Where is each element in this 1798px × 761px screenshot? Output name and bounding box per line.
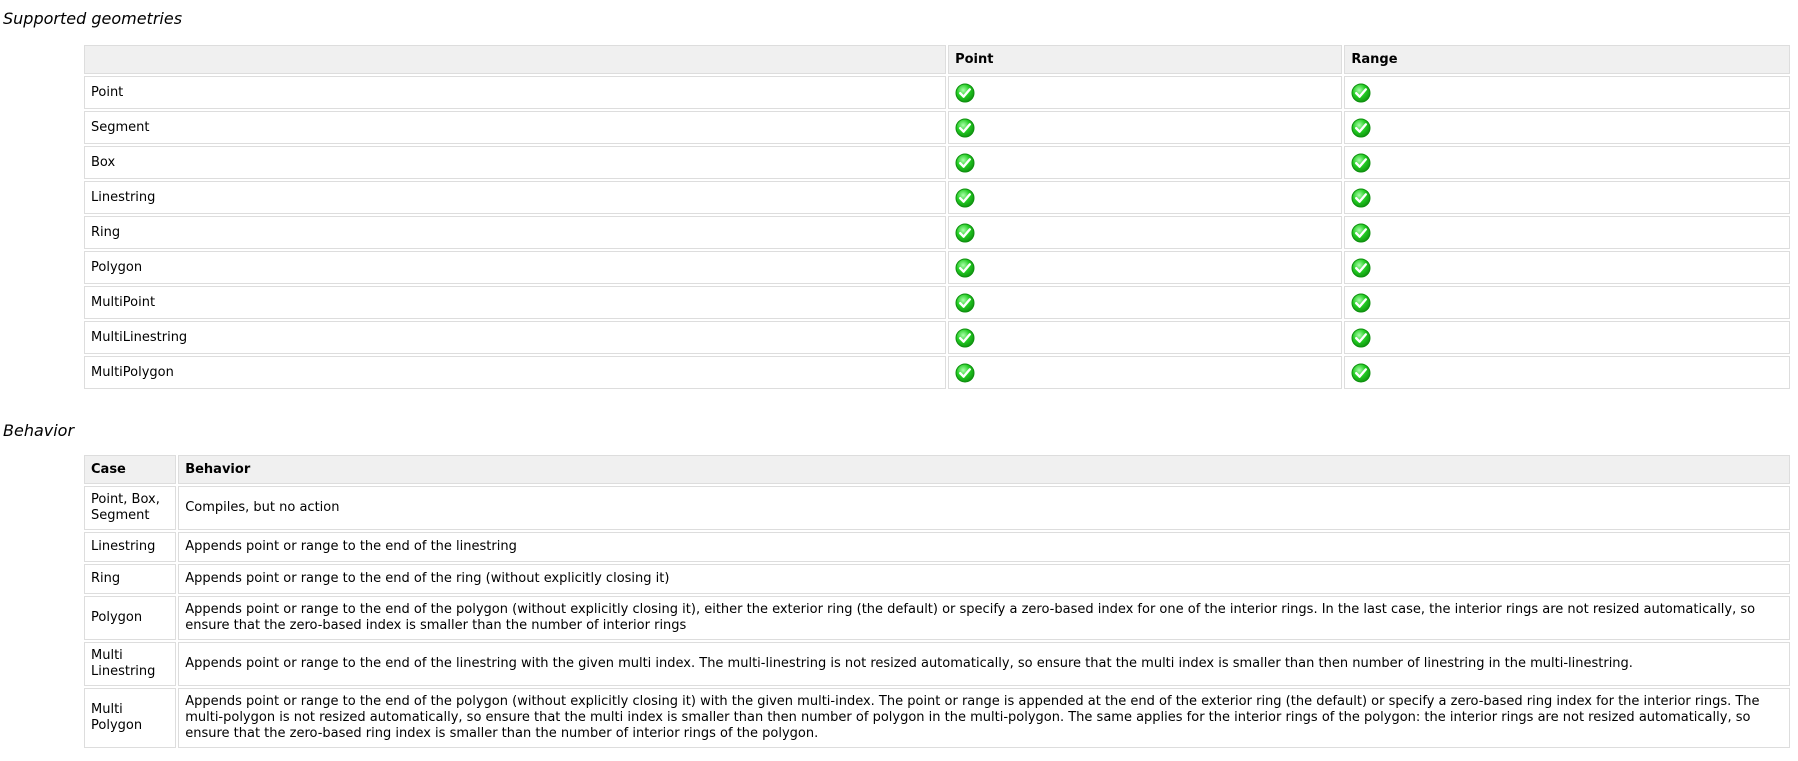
point-support-cell [948, 251, 1342, 284]
table-row [84, 76, 1790, 109]
case-cell: Ring [84, 564, 176, 594]
behavior-cell: Appends point or range to the end of the linestring with the given multi index. The multi-linestring is not resized automatically, so ensure that the multi index is smaller than then number of linestring in the multi-linestring. [178, 642, 1790, 686]
table-row [84, 286, 1790, 319]
point-support-cell [948, 216, 1342, 249]
behavior-section-title: Behavior [3, 421, 75, 440]
check-icon [955, 293, 975, 313]
geometry-name-cell: MultiPolygon [84, 356, 946, 389]
table-row [84, 181, 1790, 214]
geometry-name-cell: MultiPoint [84, 286, 946, 319]
point-support-cell [948, 356, 1342, 389]
table-row [84, 216, 1790, 249]
check-icon [1351, 328, 1371, 348]
check-icon [1351, 223, 1371, 243]
behavior-cell: Appends point or range to the end of the polygon (without explicitly closing it), either the exterior ring (the default) or specify a zero-based index for one of the interior rings. In the last case, the interior rings are not resized automatically, so ensure that the zero-based index is smaller than the number of interior rings [178, 596, 1790, 640]
check-icon [1351, 83, 1371, 103]
range-support-cell [1344, 251, 1790, 284]
range-support-cell [1344, 356, 1790, 389]
range-support-cell [1344, 76, 1790, 109]
header-geometry [84, 45, 946, 74]
point-support-cell [948, 111, 1342, 144]
check-icon [955, 153, 975, 173]
header-point: Point [948, 45, 1342, 74]
range-support-cell [1344, 216, 1790, 249]
behavior-cell: Compiles, but no action [178, 486, 1790, 530]
geometry-name-cell: MultiLinestring [84, 321, 946, 354]
point-support-cell [948, 181, 1342, 214]
point-support-cell [948, 286, 1342, 319]
behavior-table [82, 453, 1792, 750]
table-row [84, 111, 1790, 144]
check-icon [1351, 363, 1371, 383]
check-icon [1351, 153, 1371, 173]
table-row [84, 356, 1790, 389]
geometry-name-cell: Polygon [84, 251, 946, 284]
table-row [84, 532, 1790, 562]
table-row [84, 321, 1790, 354]
check-icon [955, 188, 975, 208]
point-support-cell [948, 146, 1342, 179]
behavior-cell: Appends point or range to the end of the ring (without explicitly closing it) [178, 564, 1790, 594]
header-behavior: Behavior [178, 455, 1790, 484]
case-cell: Multi Polygon [84, 688, 176, 748]
table-row [84, 688, 1790, 748]
header-case: Case [84, 455, 176, 484]
case-cell: Point, Box, Segment [84, 486, 176, 530]
supported-geometries-table [82, 43, 1792, 391]
check-icon [955, 83, 975, 103]
check-icon [1351, 293, 1371, 313]
table-row [84, 486, 1790, 530]
check-icon [1351, 258, 1371, 278]
behavior-cell: Appends point or range to the end of the linestring [178, 532, 1790, 562]
case-cell: Linestring [84, 532, 176, 562]
check-icon [955, 223, 975, 243]
check-icon [1351, 118, 1371, 138]
range-support-cell [1344, 321, 1790, 354]
check-icon [955, 118, 975, 138]
geometry-name-cell: Point [84, 76, 946, 109]
range-support-cell [1344, 181, 1790, 214]
table-header-row [84, 45, 1790, 74]
check-icon [1351, 188, 1371, 208]
check-icon [955, 258, 975, 278]
geometry-name-cell: Linestring [84, 181, 946, 214]
range-support-cell [1344, 111, 1790, 144]
table-row [84, 146, 1790, 179]
case-cell: Multi Linestring [84, 642, 176, 686]
header-range: Range [1344, 45, 1790, 74]
check-icon [955, 363, 975, 383]
geometry-name-cell: Segment [84, 111, 946, 144]
table-row [84, 564, 1790, 594]
table-header-row [84, 455, 1790, 484]
table-row [84, 251, 1790, 284]
range-support-cell [1344, 146, 1790, 179]
geometry-name-cell: Box [84, 146, 946, 179]
point-support-cell [948, 321, 1342, 354]
behavior-cell: Appends point or range to the end of the polygon (without explicitly closing it) with the given multi-index. The point or range is appended at the end of the exterior ring (the default) or specify a zero-based ring index for the interior rings. The multi-polygon is not resized automatically, so ensure that the multi index is smaller than then number of polygon in the multi-polygon. The same applies for the interior rings of the polygon: the interior rings are not resized automatically, so ensure that the zero-based ring index is smaller than the number of interior rings of the polygon. [178, 688, 1790, 748]
check-icon [955, 328, 975, 348]
table-row [84, 596, 1790, 640]
geometries-section-title: Supported geometries [3, 9, 183, 28]
geometry-name-cell: Ring [84, 216, 946, 249]
range-support-cell [1344, 286, 1790, 319]
table-row [84, 642, 1790, 686]
case-cell: Polygon [84, 596, 176, 640]
point-support-cell [948, 76, 1342, 109]
